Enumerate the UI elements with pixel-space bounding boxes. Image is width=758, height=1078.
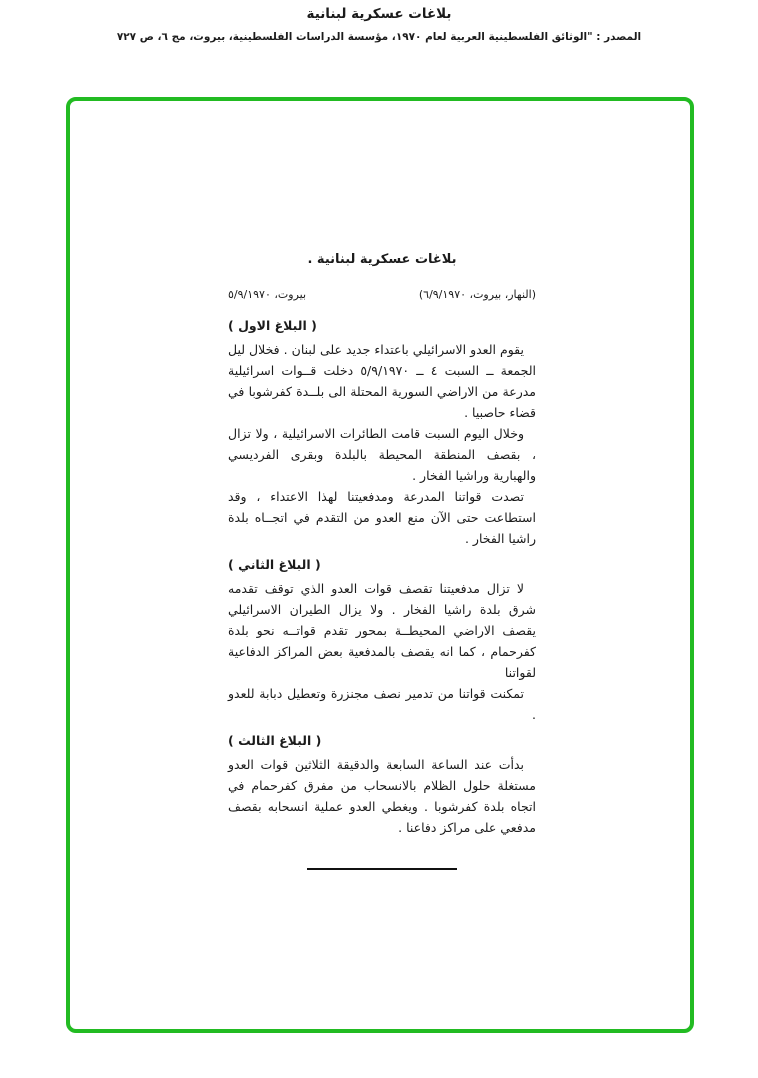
dateline-source-citation: (النهار، بيروت، ٦/٩/١٩٧٠) xyxy=(418,288,536,301)
end-rule xyxy=(307,868,457,870)
paragraph: تصدت قواتنا المدرعة ومدفعيتنا لهذا الاعتداء ، وقد استطاعت حتى الآن منع العدو من التقدم في اتجــاه بلدة راشيا الفخار . xyxy=(228,489,536,546)
communique-2 xyxy=(228,554,536,725)
page-header xyxy=(0,6,758,43)
dateline-place-date: بيروت، ٥/٩/١٩٧٠ xyxy=(228,288,307,301)
paragraph: وخلال اليوم السبت قامت الطائرات الاسرائيلية ، ولا تزال ، بقصف المنطقة المحيطة بالبلدة وبقرى الفرديسي والهبارية وراشيا الفخار . xyxy=(228,426,536,483)
paragraph: تمكنت قواتنا من تدمير نصف مجنزرة وتعطيل دبابة للعدو . xyxy=(228,686,536,722)
communique-1 xyxy=(228,315,536,549)
communique-3 xyxy=(228,730,536,838)
paragraph: بدأت عند الساعة السابعة والدقيقة الثلاثين قوات العدو مستغلة حلول الظلام بالانسحاب من مفرق كفرحمام في اتجاه بلدة كفرشوبا . ويغطي العدو عملية انسحابه بقصف مدفعي على مراكز دفاعنا . xyxy=(228,757,536,835)
paragraph: لا تزال مدفعيتنا تقصف قوات العدو الذي توقف تقدمه شرق بلدة راشيا الفخار . ولا يزال الطيران الاسرائيلي يقصف الاراضي المحيطــة بمحور تقدم قواتــه نحو بلدة كفرحمام ، كما انه يقصف بالمدفعية بعض المراكز الدفاعية لقواتنا xyxy=(228,581,536,680)
paragraph: يقوم العدو الاسرائيلي باعتداء جديد على لبنان . فخلال ليل الجمعة ــ السبت ٤ ــ ٥/٩/١٩٧٠ دخلت قــوات اسرائيلية مدرعة من الاراضي السورية المحتلة الى بلــدة كفرشوبا في قضاء حاصبيا . xyxy=(228,342,536,420)
communique-2-heading: ( البلاغ الثاني ) xyxy=(228,557,321,572)
document-title: بلاغات عسكرية لبنانية . xyxy=(307,252,457,267)
document-frame xyxy=(66,97,694,1033)
dateline xyxy=(228,284,536,305)
source-line: المصدر : "الوثائق الفلسطينية العربية لعام ١٩٧٠، مؤسسة الدراسات الفلسطينية، بيروت، مج ٦، ص ٧٢٧ xyxy=(116,31,642,43)
page-title: بلاغات عسكرية لبنانية xyxy=(306,6,452,22)
communique-1-heading: ( البلاغ الاول ) xyxy=(228,318,317,333)
communique-3-heading: ( البلاغ الثالث ) xyxy=(228,733,322,748)
document-content xyxy=(228,249,536,870)
